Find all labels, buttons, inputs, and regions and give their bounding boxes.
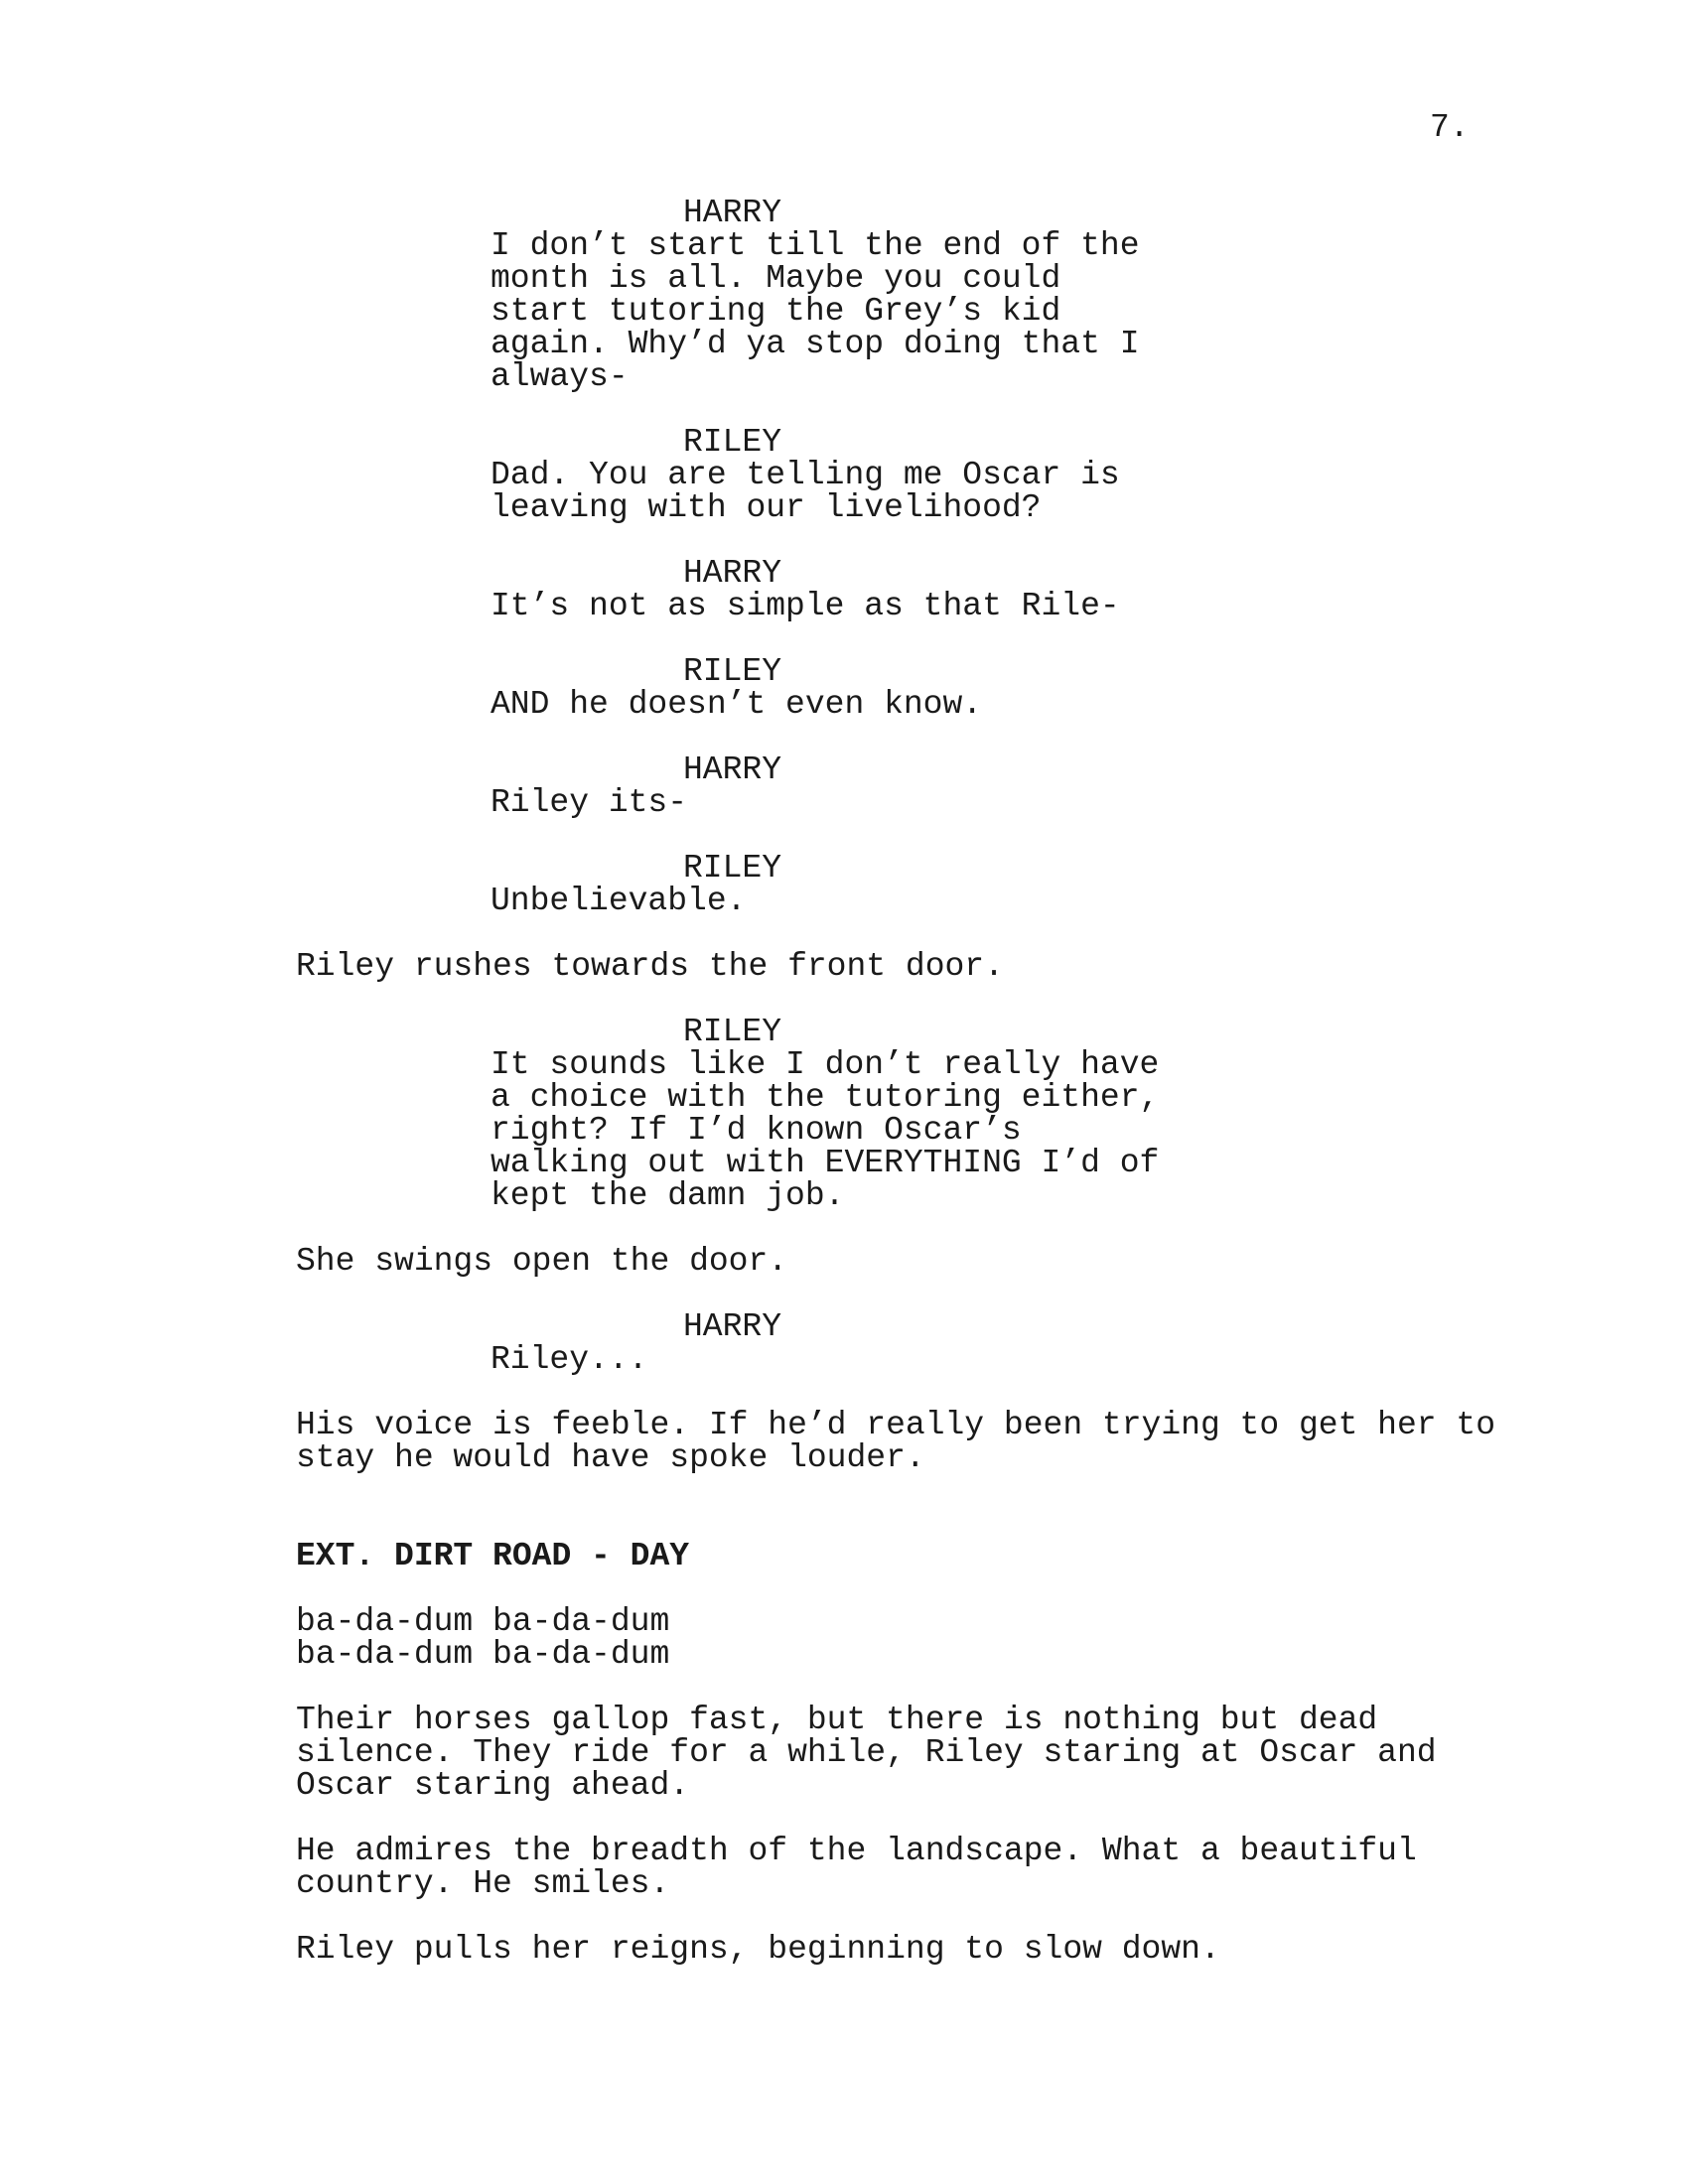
action-block xyxy=(296,1933,1527,1966)
dialogue-block xyxy=(491,688,1205,721)
dialogue-line: always- xyxy=(491,358,629,395)
dialogue-line: I don’t start till the end of the xyxy=(491,227,1140,264)
dialogue-block xyxy=(491,1048,1205,1212)
dialogue-line: right? If I’d known Oscar’s xyxy=(491,1112,1022,1149)
action-line: silence. They ride for a while, Riley staring at Oscar and xyxy=(296,1734,1437,1771)
character-name: RILEY xyxy=(683,653,782,690)
dialogue-line: leaving with our livelihood? xyxy=(491,489,1042,526)
page-number: 7. xyxy=(1430,109,1470,146)
character-name: HARRY xyxy=(683,195,782,231)
action-line: country. He smiles. xyxy=(296,1865,670,1902)
action-block xyxy=(296,1245,1527,1278)
dialogue-line: AND he doesn’t even know. xyxy=(491,686,983,723)
action-line: His voice is feeble. If he’d really been trying to get her to xyxy=(296,1407,1495,1443)
dialogue-line: It sounds like I don’t really have xyxy=(491,1046,1160,1083)
dialogue-line: It’s not as simple as that Rile- xyxy=(491,588,1120,624)
dialogue-block xyxy=(491,1343,1205,1376)
action-line: ba-da-dum ba-da-dum xyxy=(296,1636,670,1673)
dialogue-line: Riley its- xyxy=(491,784,688,821)
action-line: Riley pulls her reigns, beginning to slow down. xyxy=(296,1931,1220,1968)
dialogue-line: kept the damn job. xyxy=(491,1177,845,1214)
character-name: RILEY xyxy=(683,424,782,461)
character-name: HARRY xyxy=(683,1308,782,1345)
dialogue-line: a choice with the tutoring either, xyxy=(491,1079,1160,1116)
character-name: HARRY xyxy=(683,751,782,788)
script-body xyxy=(0,197,1688,1966)
dialogue-line: start tutoring the Grey’s kid xyxy=(491,293,1061,330)
character-name: RILEY xyxy=(683,1014,782,1050)
action-line: Riley rushes towards the front door. xyxy=(296,948,1004,985)
dialogue-line: Riley... xyxy=(491,1341,648,1378)
dialogue-block xyxy=(491,786,1205,819)
action-line: ba-da-dum ba-da-dum xyxy=(296,1603,670,1640)
action-line: Their horses gallop fast, but there is nothing but dead xyxy=(296,1702,1378,1738)
dialogue-block xyxy=(491,590,1205,622)
dialogue-block xyxy=(491,459,1205,524)
dialogue-line: Unbelievable. xyxy=(491,883,747,919)
scene-heading: EXT. DIRT ROAD - DAY xyxy=(296,1538,690,1574)
dialogue-block xyxy=(491,885,1205,917)
action-block xyxy=(296,1704,1527,1802)
action-line: He admires the breadth of the landscape. What a beautiful xyxy=(296,1833,1417,1869)
dialogue-line: walking out with EVERYTHING I’d of xyxy=(491,1145,1160,1181)
character-name: RILEY xyxy=(683,850,782,887)
action-block xyxy=(296,1835,1527,1900)
dialogue-block xyxy=(491,229,1205,393)
action-block xyxy=(296,1605,1527,1671)
action-line: Oscar staring ahead. xyxy=(296,1767,690,1804)
dialogue-line: Dad. You are telling me Oscar is xyxy=(491,457,1120,493)
dialogue-line: month is all. Maybe you could xyxy=(491,260,1061,297)
action-line: stay he would have spoke louder. xyxy=(296,1439,925,1476)
action-line: She swings open the door. xyxy=(296,1243,788,1280)
dialogue-line: again. Why’d ya stop doing that I xyxy=(491,326,1140,362)
action-block xyxy=(296,950,1527,983)
character-name: HARRY xyxy=(683,555,782,592)
action-block xyxy=(296,1409,1527,1474)
